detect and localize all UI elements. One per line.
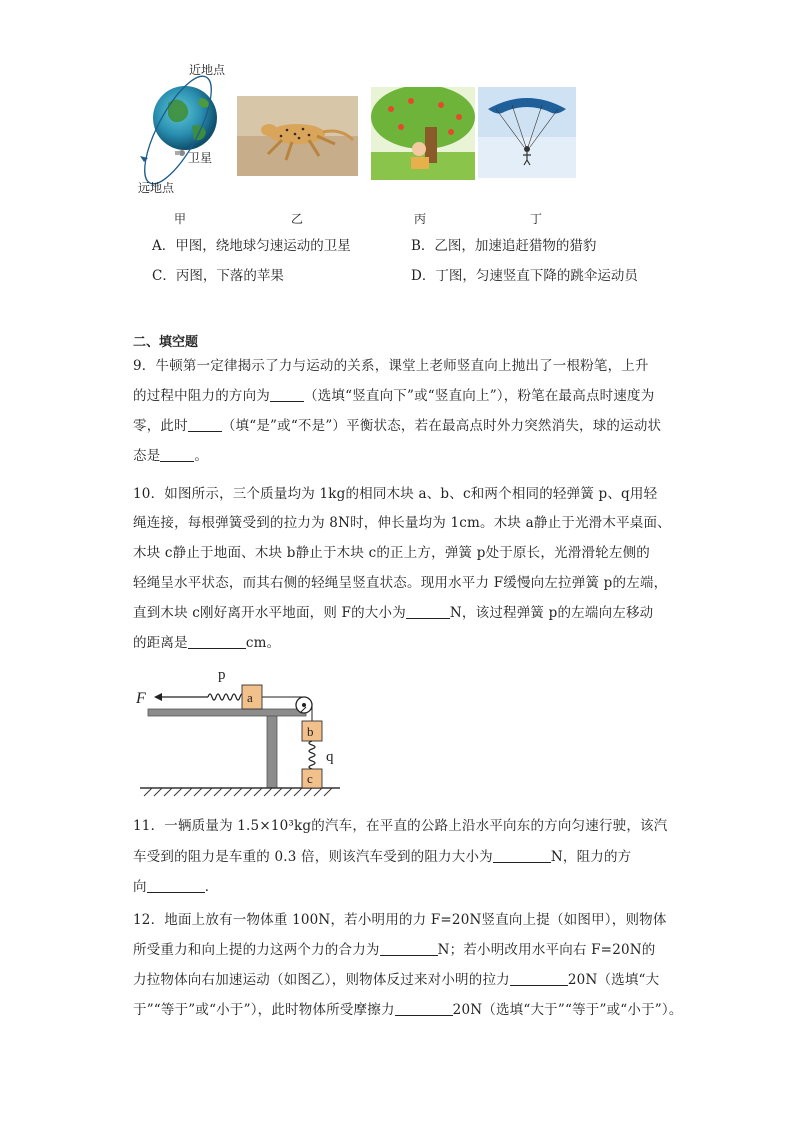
q8-option-c: C．丙图，下落的苹果 — [152, 268, 284, 284]
q10-line-5 — [133, 603, 653, 623]
q12-text: 力拉物体向右加速运动（如图乙），则物体反过来对小明的拉力 — [133, 972, 510, 988]
q9-text: 零，此时 — [133, 418, 188, 434]
caption-yi: 乙 — [291, 212, 304, 226]
section-title: 二、填空题 — [133, 335, 199, 350]
answer-blank — [147, 878, 205, 893]
q11-text: 车受到的阻力是车重的 0.3 倍，则该汽车受到的阻力大小为 — [133, 849, 493, 865]
q12-text: N；若小明改用水平向右 F=20N的 — [437, 942, 656, 958]
answer-blank — [406, 604, 450, 619]
spring-p-label: p — [218, 667, 226, 683]
q9-text: 。 — [194, 448, 209, 464]
near-point-label: 近地点 — [189, 63, 226, 77]
q9-text: （选填“竖直向下”或“竖直向上”），粉笔在最高点时速度为 — [304, 388, 655, 404]
caption-jia: 甲 — [174, 212, 187, 226]
block-a-label: a — [247, 690, 253, 705]
q11-line-1: 11．一辆质量为 1.5×10³kg的汽车，在平直的公路上沿水平向东的方向匀速行驶，该汽 — [133, 818, 668, 834]
q10-line-1: 10．如图所示，三个质量均为 1kg的相同木块 a、b、c和两个相同的轻弹簧 p、q用轻 — [133, 486, 658, 502]
apple-tree-image — [371, 87, 475, 180]
q12-line-2 — [133, 940, 655, 960]
q12-line-3 — [133, 970, 659, 990]
table-top — [148, 709, 306, 716]
answer-blank — [380, 941, 438, 956]
q9-text: 态是 — [133, 448, 161, 464]
caption-ding: 丁 — [530, 212, 543, 226]
answer-blank — [395, 1001, 453, 1016]
q8-option-b: B．乙图，加速追赶猎物的猎豹 — [411, 238, 597, 254]
ground-hatch — [144, 788, 332, 796]
q10-line-4: 轻绳呈水平状态，而其右侧的轻绳呈竖直状态。现用水平力 F缓慢向左拉弹簧 p的左端， — [133, 575, 668, 591]
q9-text: 的过程中阻力的方向为 — [133, 388, 270, 404]
table-leg — [267, 716, 277, 788]
force-label: F — [136, 690, 146, 707]
answer-blank — [510, 971, 568, 986]
q10-text: cm。 — [245, 635, 281, 651]
q12-text: 于”“等于”或“小于”），此时物体所受摩擦力 — [133, 1002, 395, 1018]
q9-line-3 — [133, 416, 661, 436]
q10-text: 的距离是 — [133, 635, 188, 651]
satellite-label: 卫星 — [188, 151, 213, 165]
q10-line-2: 绳连接，每根弹簧受到的拉力为 8N时，伸长量均为 1cm。木块 a静止于光滑木平桌面、 — [133, 515, 671, 531]
caption-bing: 丙 — [414, 212, 427, 226]
answer-blank — [188, 634, 246, 649]
spring-q-label: q — [326, 749, 334, 765]
q12-line-1: 12．地面上放有一物体重 100N，若小明用的力 F=20N竖直向上提（如图甲），则物体 — [133, 912, 667, 928]
q12-line-4 — [133, 1000, 683, 1020]
q11-line-2 — [133, 847, 631, 867]
q12-text: 20N（选填“大 — [567, 972, 660, 988]
answer-blank — [160, 447, 194, 462]
satellite-icon — [175, 150, 185, 156]
q9-line-4 — [133, 446, 208, 466]
block-c-label: c — [307, 771, 313, 786]
q9-line-1: 9．牛顿第一定律揭示了力与运动的关系，课堂上老师竖直向上抛出了一根粉笔，上升 — [133, 358, 649, 374]
q10-text: N，该过程弹簧 p的左端向左移动 — [449, 605, 654, 621]
parachute-image — [478, 87, 576, 178]
q9-text: （填“是”或“不是”）平衡状态，若在最高点时外力突然消失，球的运动状 — [221, 418, 662, 434]
block-b-label: b — [307, 724, 314, 739]
q12-text: 20N（选填“大于”“等于”或“小于”）。 — [452, 1002, 683, 1018]
q11-text: 向 — [133, 879, 147, 895]
q11-text: ． — [204, 879, 219, 895]
q8-option-a: A．甲图，绕地球匀速运动的卫星 — [152, 238, 351, 254]
spring-pulley-diagram — [130, 663, 350, 803]
earth-satellite-figure — [130, 58, 230, 198]
cheetah-image — [237, 96, 358, 176]
q10-line-6 — [133, 633, 280, 653]
q10-text: 直到木块 c刚好离开水平地面，则 F的大小为 — [133, 605, 406, 621]
far-point-label: 远地点 — [138, 181, 175, 195]
q11-line-3 — [133, 877, 218, 897]
answer-blank — [493, 848, 551, 863]
q9-line-2 — [133, 386, 654, 406]
q8-option-d: D．丁图，匀速竖直下降的跳伞运动员 — [411, 268, 638, 284]
answer-blank — [270, 387, 304, 402]
q11-text: N，阻力的方 — [550, 849, 632, 865]
q12-text: 所受重力和向上提的力这两个力的合力为 — [133, 942, 380, 958]
q10-line-3: 木块 c静止于地面、木块 b静止于木块 c的正上方，弹簧 p处于原长，光滑滑轮左侧的 — [133, 545, 650, 561]
answer-blank — [188, 417, 222, 432]
